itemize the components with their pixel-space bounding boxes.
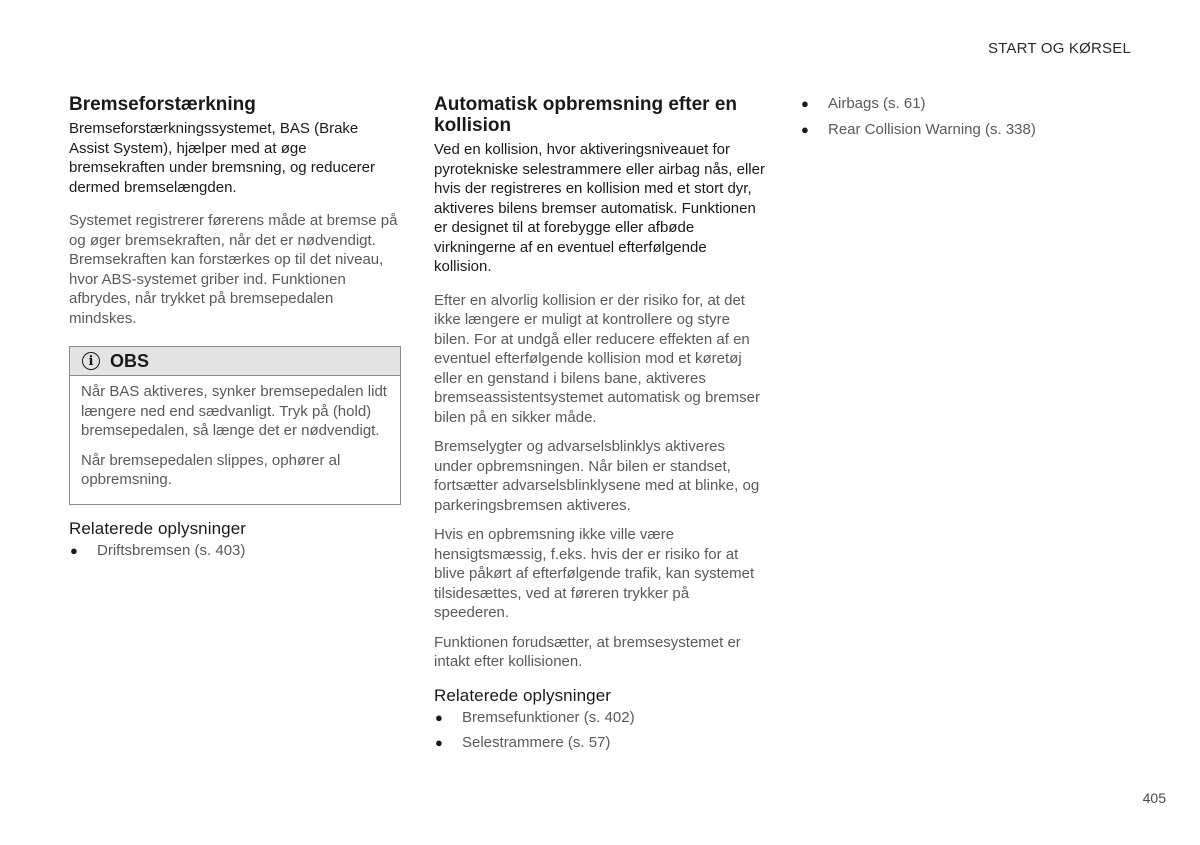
related-link-label: Bremsefunktioner (s. 402)	[462, 708, 635, 726]
related-link-label: Driftsbremsen (s. 403)	[97, 541, 246, 559]
note-body	[70, 376, 400, 504]
note-paragraph: Når bremsepedalen slippes, ophører al opbremsning.	[81, 451, 341, 488]
column-related-continued	[800, 94, 1140, 145]
body-paragraph: Efter en alvorlig kollision er der risiko for, at det ikke længere er muligt at kontrollere og styre bilen. For at undgå eller reducere effekten af en eventuel efterfølgende kollision mod et køretøj eller en genstand i bilens bane, aktiveres bremseassistentsystemet automatisk og bremser bilen på en sikker måde.	[434, 291, 760, 426]
related-link[interactable]	[800, 94, 1140, 114]
related-link-label: Airbags (s. 61)	[828, 95, 926, 112]
related-link[interactable]	[434, 733, 766, 753]
bullet-dot-icon: ●	[801, 121, 809, 137]
lead-paragraph: Ved en kollision, hvor aktiveringsniveauet for pyrotekniske selestrammere eller airbag nås, eller hvis der registreres en kollision med et stort dyr, aktiveres bilens bremser automatisk. Funktionen er designet til at forebygge eller afbøde virkningerne af en eventuel efterfølgende kollision.	[434, 141, 765, 275]
related-link[interactable]	[434, 708, 766, 728]
lead-paragraph: Bremseforstærkningssystemet, BAS (Brake Assist System), hjælper med at øge bremsekraften under bremsning, og reducerer dermed bremselængden.	[69, 120, 375, 196]
related-info-heading: Relaterede oplysninger	[434, 685, 612, 705]
page-number: 405	[1142, 790, 1166, 806]
body-paragraph: Funktionen forudsætter, at bremsesystemet er intakt efter kollisionen.	[434, 633, 741, 670]
section-header: START OG KØRSEL	[987, 40, 1131, 57]
note-title: OBS	[110, 350, 150, 371]
bullet-dot-icon: ●	[801, 96, 809, 111]
section-title-brake-assist: Bremseforstærkning	[69, 94, 256, 115]
bullet-dot-icon: ●	[435, 709, 443, 725]
bullet-dot-icon: ●	[70, 542, 78, 558]
note-box	[69, 346, 401, 505]
body-paragraph: Hvis en opbremsning ikke ville være hensigtsmæssig, f.eks. hvis der er risiko for at blive påkørt af efterfølgende trafik, kan systemet tilsidesættes, ved at føreren trykker på speederen.	[434, 526, 755, 621]
column-auto-braking	[434, 94, 766, 759]
section-title-auto-braking: Automatisk opbremsning efter en kollision	[434, 94, 737, 136]
bullet-dot-icon: ●	[435, 735, 443, 750]
note-header	[70, 347, 400, 376]
info-icon: i	[82, 352, 100, 370]
related-link-label: Rear Collision Warning (s. 338)	[828, 120, 1036, 138]
related-list	[800, 94, 1140, 139]
related-list	[434, 708, 766, 753]
body-paragraph: Systemet registrerer førerens måde at bremse på og øger bremsekraften, når det er nødvendigt. Bremsekraften kan forstærkes op til det niveau, hvor ABS-systemet griber ind. Funktionen afbrydes, når trykket på bremsepedalen mindskes.	[69, 212, 398, 327]
related-link-label: Selestrammere (s. 57)	[462, 734, 611, 751]
note-paragraph: Når BAS aktiveres, synker bremsepedalen lidt længere ned end sædvanligt. Tryk på (hold) bremsepedalen, så længe det er nødvendigt.	[81, 383, 387, 439]
related-info-heading: Relaterede oplysninger	[69, 518, 247, 538]
body-paragraph: Bremselygter og advarselsblinklys aktiveres under opbremsningen. Når bilen er standset, fortsætter advarselsblinklysene med at blinke, og parkeringsbremsen aktiveres.	[434, 438, 760, 514]
column-brake-assist	[69, 94, 401, 566]
related-link[interactable]	[69, 541, 401, 561]
related-list	[69, 541, 401, 561]
related-link[interactable]	[800, 120, 1140, 140]
